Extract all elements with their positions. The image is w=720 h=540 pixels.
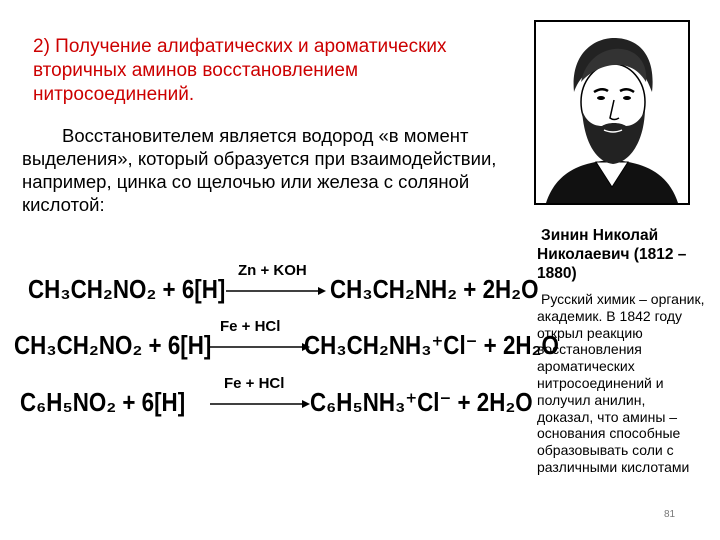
biography-name: Зинин Николай Николаевич (1812 – 1880) [537, 227, 687, 282]
equation-1-reactants: CH₃CH₂NO₂ + 6[H] [28, 274, 226, 304]
equation-1 [14, 262, 539, 306]
equation-2-arrow [210, 342, 310, 352]
equation-2-reactants: CH₃CH₂NO₂ + 6[H] [14, 330, 212, 360]
biography-text: Русский химик – органик, академик. В 1842 году открыл реакцию восстановления ароматических нитросоединений и получил анилин, доказал, что амины – основания способные образовывать соли с различными кислотами [537, 291, 705, 475]
page-number: 81 [664, 509, 676, 520]
portrait-drawing [536, 22, 688, 203]
equation-2 [14, 318, 559, 362]
equation-3 [14, 375, 533, 419]
equation-2-catalyst: Fe + HCl [220, 318, 281, 335]
equation-2-products: CH₃CH₂NH₃⁺Cl⁻ + 2H₂O [304, 330, 559, 360]
portrait-image [534, 20, 690, 205]
equation-3-products: C₆H₅NH₃⁺Cl⁻ + 2H₂O [310, 387, 533, 417]
equation-3-catalyst: Fe + HCl [224, 375, 285, 392]
slide-heading: 2) Получение алифатических и ароматических вторичных аминов восстановлением нитросоединений. [33, 36, 447, 105]
equation-1-catalyst: Zn + KOH [238, 262, 307, 279]
equation-1-products: CH₃CH₂NH₂ + 2H₂O [330, 274, 539, 304]
intro-paragraph: Восстановителем является водород «в момент выделения», который образуется при взаимодействии, например, цинка со щелочью или железа с соляной кислотой: [22, 125, 497, 215]
equation-3-reactants: C₆H₅NO₂ + 6[H] [20, 387, 186, 417]
equation-1-arrow [226, 286, 326, 296]
equation-3-arrow [210, 399, 310, 409]
